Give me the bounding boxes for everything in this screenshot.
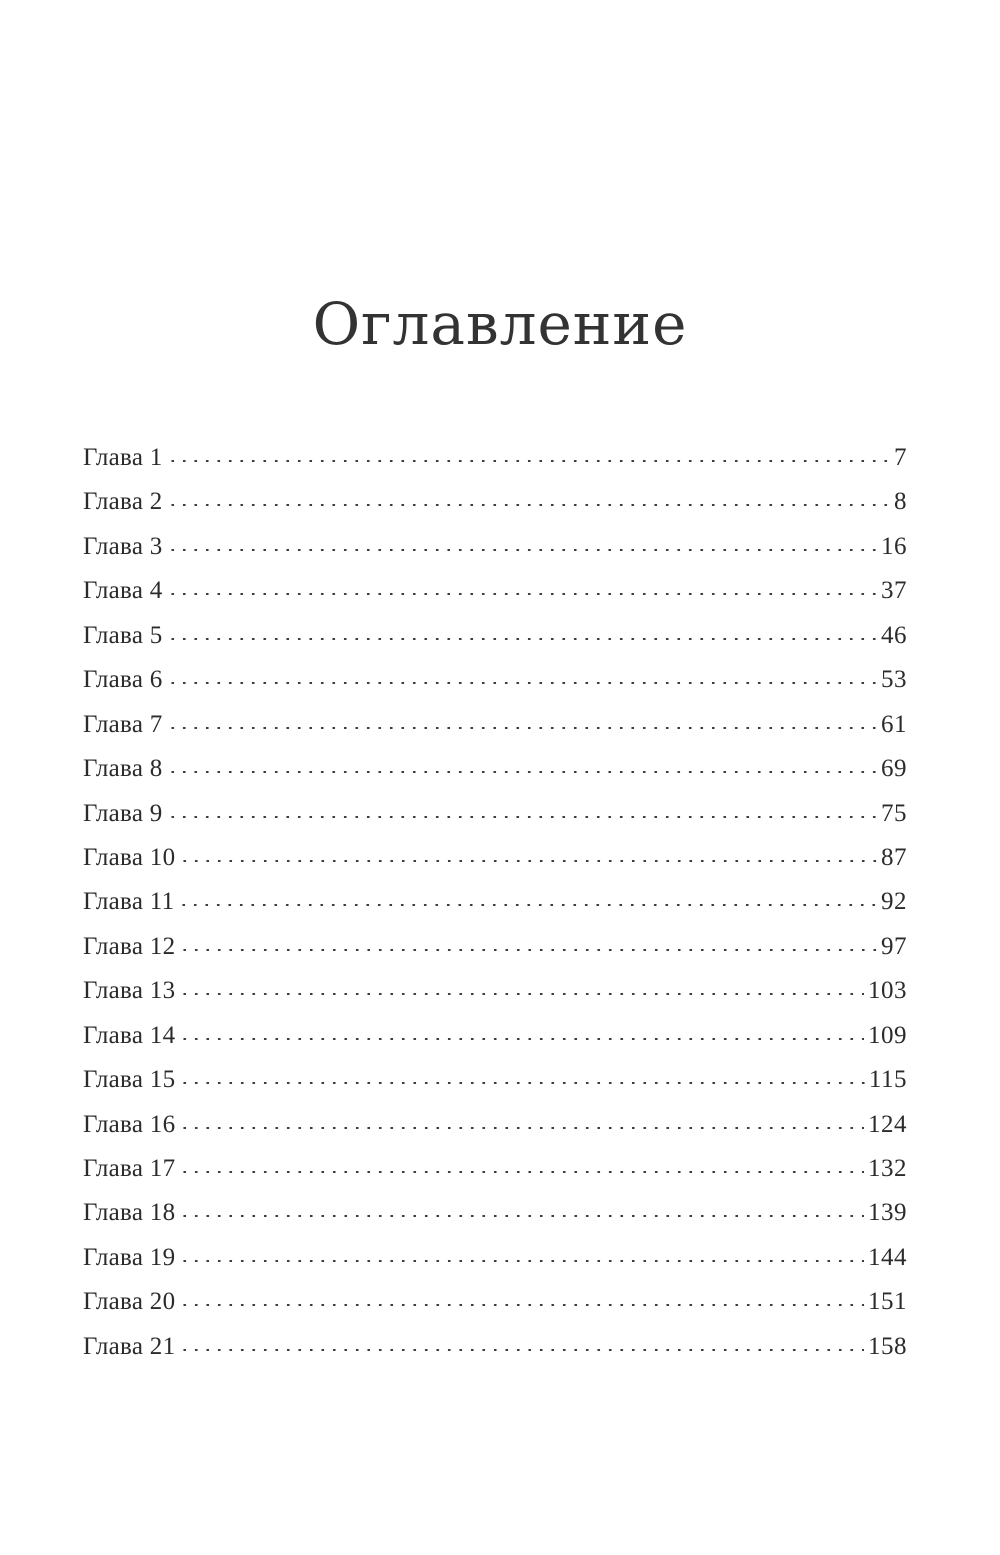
dot-leader: [167, 682, 877, 684]
toc-entry-label: Глава 14: [83, 1021, 176, 1049]
toc-entry-label: Глава 13: [83, 977, 176, 1005]
dot-leader: [179, 860, 877, 862]
toc-entry: [83, 480, 907, 524]
dot-leader: [167, 638, 877, 640]
toc-entry-label: Глава 17: [83, 1155, 176, 1182]
toc-entry: [83, 1325, 907, 1369]
toc-entry-page: 139: [868, 1199, 907, 1227]
toc-entry: [83, 1058, 907, 1102]
toc-entry: [83, 525, 907, 569]
toc-entry-page: 61: [881, 710, 907, 738]
toc-entry: [83, 436, 907, 480]
toc-entry: [83, 569, 907, 613]
page-title: Оглавление: [312, 290, 688, 358]
dot-leader: [179, 1349, 864, 1351]
toc-entry: [83, 1236, 907, 1280]
toc-entry-label: Глава 18: [83, 1199, 176, 1227]
toc-entry: [83, 614, 907, 658]
toc-entry-label: Глава 12: [83, 932, 176, 960]
toc-entry-page: 109: [868, 1021, 907, 1049]
toc-entry-label: Глава 16: [83, 1110, 176, 1138]
toc-entry-page: 97: [881, 932, 907, 960]
dot-leader: [179, 1215, 864, 1217]
dot-leader: [167, 816, 877, 818]
toc-entry: [83, 792, 907, 836]
toc-entry-label: Глава 10: [83, 843, 176, 871]
toc-entry-page: 37: [881, 577, 907, 605]
toc-entry: [83, 969, 907, 1013]
toc-entry: [83, 1103, 907, 1147]
toc-entry-label: Глава 4: [83, 577, 163, 605]
toc-entry-label: Глава 7: [83, 710, 163, 738]
toc-entry-page: 8: [894, 488, 907, 516]
toc-entry-page: 124: [868, 1110, 907, 1138]
toc-entry-page: 158: [868, 1332, 907, 1360]
dot-leader: [179, 1260, 864, 1262]
toc-entry-label: Глава 6: [83, 666, 163, 694]
dot-leader: [178, 904, 877, 906]
toc-entry-label: Глава 19: [83, 1243, 176, 1271]
toc-entry: [83, 1280, 907, 1324]
dot-leader: [179, 1038, 864, 1040]
dot-leader: [179, 1171, 864, 1173]
toc-entry-page: 92: [881, 888, 907, 916]
dot-leader: [179, 949, 877, 951]
toc-entry-page: 16: [881, 532, 907, 560]
toc-entry-label: Глава 20: [83, 1288, 176, 1316]
table-of-contents: [83, 436, 907, 1369]
toc-entry: [83, 1014, 907, 1058]
toc-entry: [83, 1191, 907, 1235]
toc-entry-label: Глава 8: [83, 755, 163, 783]
toc-entry-label: Глава 3: [83, 532, 163, 560]
toc-entry: [83, 703, 907, 747]
dot-leader: [167, 549, 877, 551]
toc-entry: [83, 925, 907, 969]
dot-leader: [167, 504, 890, 506]
toc-entry-label: Глава 5: [83, 621, 163, 649]
toc-entry-label: Глава 1: [83, 444, 163, 471]
toc-entry-page: 103: [868, 977, 907, 1005]
toc-entry: [83, 747, 907, 791]
dot-leader: [167, 771, 877, 773]
toc-entry: [83, 836, 907, 880]
toc-entry: [83, 658, 907, 702]
toc-entry-page: 144: [868, 1243, 907, 1271]
toc-entry-label: Глава 2: [83, 488, 163, 516]
toc-entry-page: 115: [868, 1066, 907, 1094]
toc-entry-page: 69: [881, 755, 907, 783]
toc-entry: [83, 880, 907, 924]
dot-leader: [179, 993, 864, 995]
toc-entry-label: Глава 15: [83, 1066, 176, 1094]
toc-entry-label: Глава 21: [83, 1332, 176, 1360]
toc-entry-page: 7: [894, 444, 907, 471]
toc-entry-page: 46: [881, 621, 907, 649]
dot-leader: [179, 1082, 865, 1084]
dot-leader: [167, 460, 890, 462]
toc-entry: [83, 1147, 907, 1191]
dot-leader: [179, 1127, 864, 1129]
dot-leader: [167, 727, 877, 729]
dot-leader: [179, 1304, 864, 1306]
toc-entry-page: 151: [868, 1288, 907, 1316]
toc-entry-label: Глава 9: [83, 799, 163, 827]
dot-leader: [167, 593, 877, 595]
toc-entry-page: 53: [881, 666, 907, 694]
toc-entry-page: 75: [881, 799, 907, 827]
toc-entry-page: 87: [881, 843, 907, 871]
toc-entry-label: Глава 11: [83, 888, 175, 916]
toc-entry-page: 132: [868, 1155, 907, 1182]
